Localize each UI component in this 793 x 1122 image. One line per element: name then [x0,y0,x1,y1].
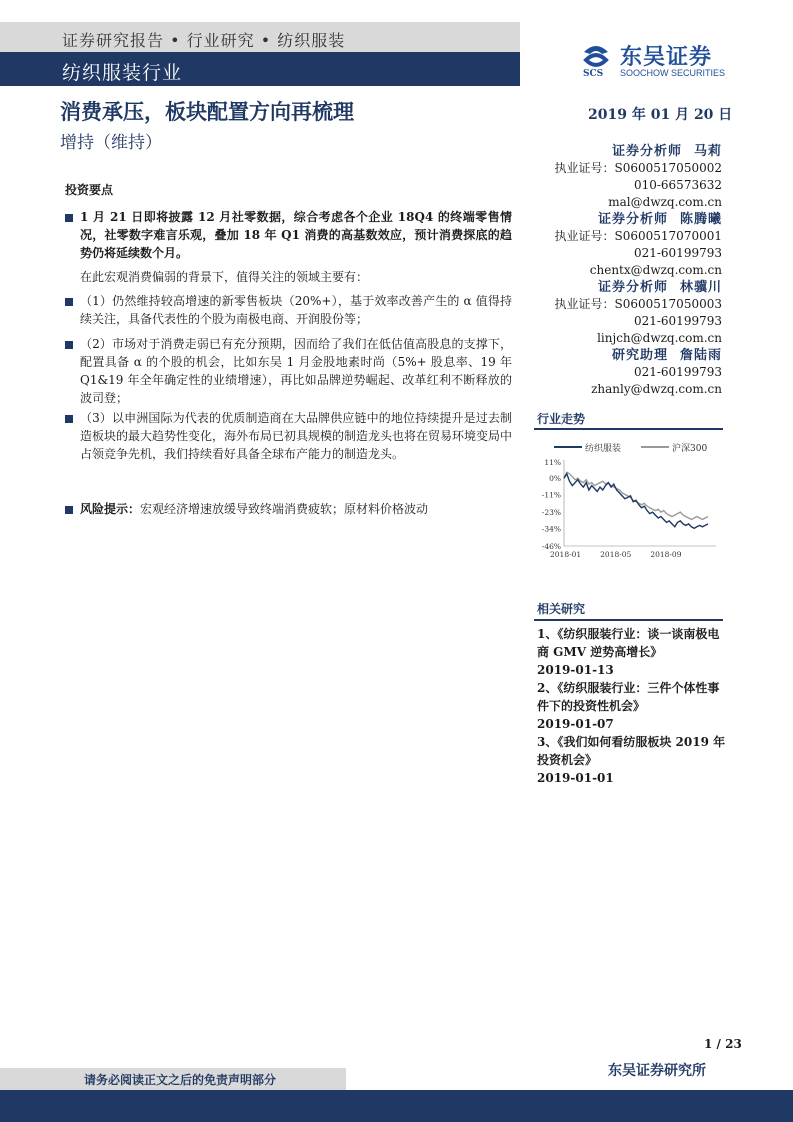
key-point-4: （3）以申洲国际为代表的优质制造商在大品牌供应链中的地位持续提升是过去制造板块的最大趋势性变化，海外布局已初具规模的制造龙头也将在贸易环境变局中占领竞争先机，我们持续看好具备全球布产能力的制造龙头。 [80,411,513,461]
key-point-3: （2）市场对于消费走弱已有充分预期，因而给了我们在低估值高股息的支撑下，配置具备 α 的个股的机会，比如东吴 1 月金股地素时尚（5%+ 股息率、19 年 Q1&19 年全年确定性的业绩增速），再比如品牌逆势崛起、改革红利不断释放的波司登； [80,337,512,405]
analyst-phone: 021-60199793 [633,365,722,379]
analyst-block [540,347,722,398]
footer-bar [0,1090,793,1122]
analyst-email[interactable]: chentx@dwzq.com.cn [589,263,722,277]
legend-label-series-1: 纺织服装 [585,444,622,454]
brand-name-cn: 东吴证券 [620,45,713,70]
analyst-phone: 010-66573632 [633,178,722,192]
analyst-name: 陈腾曦 [679,212,722,227]
institute-name: 东吴证券研究所 [608,1063,706,1079]
header-breadcrumb-bar [0,22,520,52]
series-line-2 [564,472,708,519]
analyst-block [540,143,722,211]
y-tick-label: 0% [549,474,561,484]
series-line-1 [564,474,708,529]
bullet-icon [65,298,73,306]
chart-series [564,472,708,528]
related-item-date: 2019-01-13 [537,663,614,677]
related-item-title[interactable]: 3、《我们如何看纺服板块 2019 年投资机会》 [537,735,726,767]
analyst-name: 詹陆雨 [679,348,722,363]
y-tick-label: -23% [541,508,561,518]
x-tick-label: 2018-01 [550,550,582,559]
section-title: 投资要点 [65,183,114,197]
key-point-1: 1 月 21 日即将披露 12 月社零数据，综合考虑各个企业 18Q4 的终端零售情况，社零数字难言乐观，叠加 18 年 Q1 消费的高基数效应，预计消费探底的趋势仍将延续数个月。 [80,210,512,260]
analyst-phone: 021-60199793 [633,246,722,260]
page-number: 1 / 23 [704,1037,742,1051]
report-title: 消费承压，板块配置方向再梳理 [60,99,354,124]
related-item-title[interactable]: 1、《纺织服装行业：谈一谈南极电商 GMV 逆势高增长》 [537,627,720,659]
trend-rule [534,428,723,430]
analyst-role: 研究助理 [611,348,668,363]
analyst-name: 马莉 [693,144,722,159]
header-industry-bar [0,52,520,86]
bullet-icon [65,415,73,423]
key-point-2: （1）仍然维持较高增速的新零售板块（20%+），基于效率改善产生的 α 值得持续关注，具备代表性的个股为南极电商、开润股份等； [80,294,512,326]
y-tick-label: -46% [541,542,561,551]
report-rating: 增持（维持） [60,133,162,153]
related-item-date: 2019-01-01 [537,771,614,785]
related-item-date: 2019-01-07 [537,717,614,731]
breadcrumb: 证券研究报告 • 行业研究 • 纺织服装 [62,31,346,50]
risk-text: 宏观经济增速放缓导致终端消费疲软；原材料价格波动 [140,502,429,516]
analyst-email[interactable]: linjch@dwzq.com.cn [597,331,722,345]
trend-chart [534,432,723,566]
x-axis [550,546,716,559]
analyst-email[interactable]: zhanly@dwzq.com.cn [591,382,722,396]
footer-disclaimer-bar [0,1068,346,1090]
soochow-logo-icon [578,42,614,78]
y-axis [542,458,564,551]
analyst-list [540,143,722,398]
analyst-block [540,211,722,279]
industry-label: 纺织服装行业 [62,62,183,84]
y-tick-label: -11% [541,490,561,500]
analyst-email[interactable]: mal@dwzq.com.cn [608,195,722,209]
analyst-role: 证券分析师 [597,280,668,295]
trend-title: 行业走势 [537,412,586,426]
related-rule [534,619,723,621]
related-item-title[interactable]: 2、《纺织服装行业：三件个体性事件下的投资性机会》 [537,681,720,713]
risk-line [80,500,428,517]
analyst-name: 林骥川 [679,280,722,295]
disclaimer-text: 请务必阅读正文之后的免责声明部分 [84,1073,277,1087]
risk-label: 风险提示： [80,502,141,516]
analyst-license: 执业证号：S0600517070001 [554,229,722,243]
chart-legend [554,442,707,454]
report-date: 2019 年 01 月 20 日 [588,107,733,123]
x-tick-label: 2018-05 [600,550,632,559]
analyst-role: 证券分析师 [597,212,668,227]
bullet-icon [65,341,73,349]
y-tick-label: -34% [541,524,561,534]
intro-text: 在此宏观消费偏弱的背景下，值得关注的领域主要有： [80,270,369,284]
bullet-icon [65,506,73,514]
related-list [537,625,727,787]
analyst-phone: 021-60199793 [633,314,722,328]
brand-name-en: SOOCHOW SECURITIES [620,68,726,78]
analyst-license: 执业证号：S0600517050003 [554,297,722,311]
y-tick-label: 11% [544,458,561,467]
analyst-license: 执业证号：S0600517050002 [554,161,722,175]
analyst-block [540,279,722,347]
analyst-role: 证券分析师 [611,144,682,159]
legend-label-series-2: 沪深300 [672,444,708,454]
x-tick-label: 2018-09 [650,550,682,559]
related-title: 相关研究 [537,602,586,616]
logo-mark-text: SCS [583,69,604,78]
bullet-icon [65,214,73,222]
brand-logo [578,40,748,84]
